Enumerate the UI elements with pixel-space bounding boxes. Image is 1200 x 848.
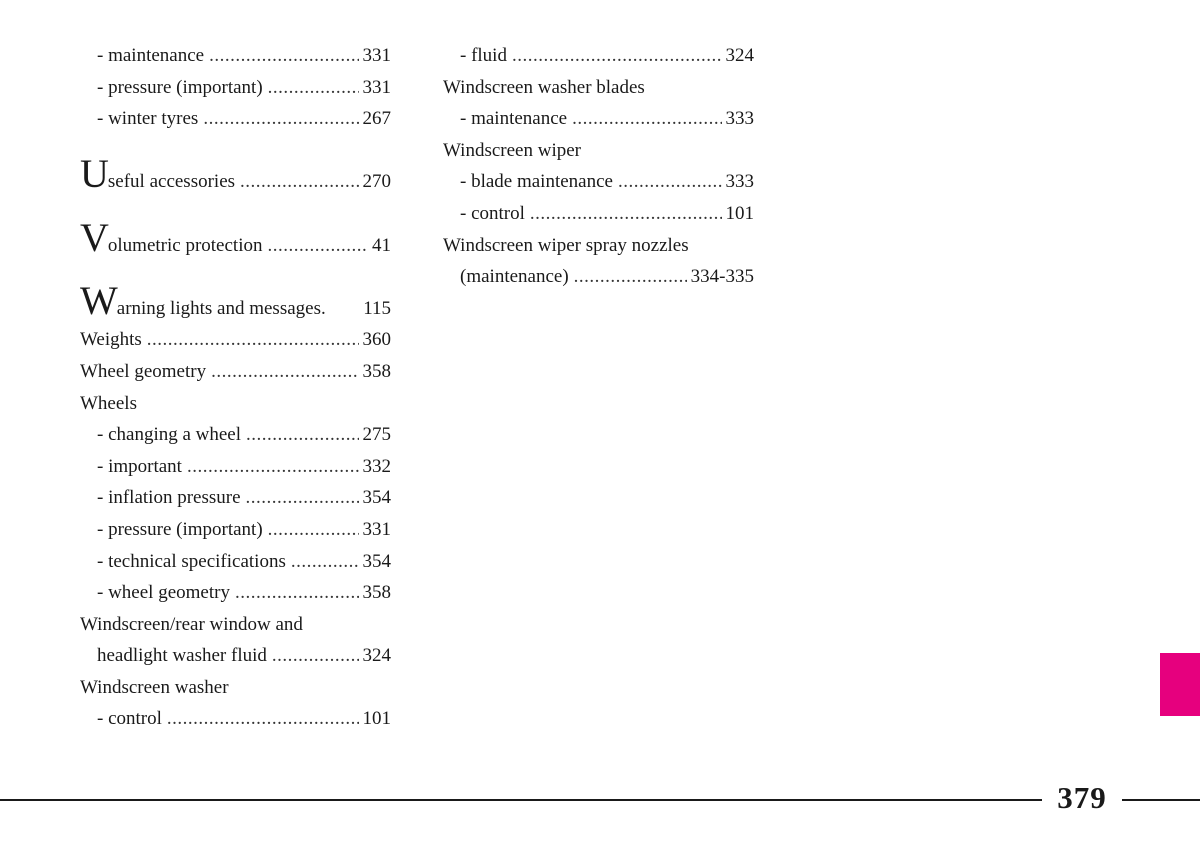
index-entry [80, 703, 391, 735]
index-entry [80, 40, 391, 72]
index-heading [443, 135, 754, 167]
index-entry [80, 482, 391, 514]
index-leader-dots [512, 40, 722, 72]
index-entry-label: - maintenance [460, 108, 568, 130]
index-page-ref: 332 [362, 455, 391, 477]
index-leader-dots [203, 103, 358, 135]
index-entry-label [80, 151, 236, 198]
index-heading [80, 356, 391, 388]
index-initial-letter: V [80, 214, 108, 260]
index-heading [443, 230, 754, 262]
index-entry [80, 103, 391, 135]
index-entry-label: - control [460, 202, 525, 224]
index-entry-text: olumetric protection [107, 234, 263, 256]
index-entry-text: arning lights and messages. [116, 297, 326, 319]
index-page-ref: 354 [362, 487, 391, 509]
index-page-ref: 331 [362, 76, 391, 98]
index-leader-dots [574, 261, 687, 293]
index-page-ref: 324 [362, 645, 391, 667]
index-page-ref: 334-335 [690, 266, 754, 288]
index-entry-label: Windscreen wiper spray nozzles [443, 234, 689, 256]
index-leader-dots [618, 166, 722, 198]
index-leader-dots [272, 640, 359, 672]
index-entry-label: - pressure (important) [97, 76, 263, 98]
index-entry-label [80, 277, 326, 325]
index-entry-label [80, 214, 263, 262]
index-entry-label: Wheel geometry [80, 360, 207, 382]
index-leader-dots [211, 356, 358, 388]
index-entry [80, 214, 391, 262]
index-entry-label: Windscreen wiper [443, 139, 581, 161]
index-leader-dots [235, 577, 359, 609]
index-entry-label: - wheel geometry [97, 582, 230, 604]
index-heading [80, 672, 391, 704]
index-entry-label: Windscreen/rear window and [80, 613, 303, 635]
index-heading [443, 72, 754, 104]
index-leader-dots [147, 324, 359, 356]
index-page-ref: 333 [725, 108, 754, 130]
index-page-ref: 360 [362, 329, 391, 351]
index-leader-dots [291, 546, 359, 578]
index-leader-dots [268, 72, 359, 104]
index-initial-letter: W [80, 277, 117, 323]
index-entry [443, 198, 754, 230]
index-initial-letter: U [80, 151, 108, 197]
index-leader-dots [246, 482, 359, 514]
index-page-ref: 270 [362, 171, 391, 193]
index-entry-label: - fluid [460, 45, 507, 66]
index-entry-label: Windscreen washer blades [443, 76, 645, 98]
index-entry-label: - blade maintenance [460, 171, 613, 193]
index-entry-label: headlight washer fluid [97, 645, 267, 667]
index-entry-label: Windscreen washer [80, 676, 229, 698]
index-page-ref: 41 [372, 234, 391, 256]
index-entry [443, 166, 754, 198]
index-entry-label: - pressure (important) [97, 518, 263, 540]
index-leader-dots [240, 166, 358, 198]
index-column-right [443, 40, 754, 293]
index-page-ref: 115 [363, 297, 391, 319]
index-entry-label: (maintenance) [460, 266, 569, 288]
index-leader-dots [268, 514, 359, 546]
index-page-ref: 331 [362, 518, 391, 540]
footer-rule-left [0, 799, 1042, 801]
index-leader-dots [572, 103, 721, 135]
index-entry-label: - winter tyres [97, 108, 199, 130]
index-entry-label: - important [97, 455, 182, 477]
index-page-ref: 354 [362, 550, 391, 572]
index-entry [80, 277, 391, 325]
index-gap [80, 261, 391, 293]
index-entry-label: - inflation pressure [97, 487, 241, 509]
index-entry-label: - technical specifications [97, 550, 286, 572]
index-entry-label: - control [97, 708, 162, 730]
index-entry [80, 577, 391, 609]
index-leader-dots [167, 703, 359, 735]
footer-rule-right [1122, 799, 1200, 801]
index-entry [80, 514, 391, 546]
index-leader-dots [530, 198, 722, 230]
index-page-ref: 275 [362, 424, 391, 446]
index-heading [80, 388, 391, 420]
index-page-ref: 324 [725, 45, 754, 66]
index-entry-label: - changing a wheel [97, 424, 242, 446]
index-entry [80, 419, 391, 451]
index-page-ref: 358 [362, 582, 391, 604]
index-page-ref: 101 [725, 202, 754, 224]
index-leader-dots [246, 419, 358, 451]
index-gap [80, 135, 391, 167]
index-heading [80, 609, 391, 641]
index-entry-label: - maintenance [97, 45, 205, 66]
index-leader-dots [187, 451, 359, 483]
index-page-ref: 267 [362, 108, 391, 130]
index-entry-text: seful accessories [107, 171, 236, 193]
index-entry-label: Weights [80, 329, 142, 351]
index-page-ref: 358 [362, 360, 391, 382]
index-heading [80, 324, 391, 356]
index-column-left [80, 40, 391, 735]
index-entry [80, 72, 391, 104]
index-entry [443, 261, 754, 293]
index-leader-dots [267, 230, 368, 262]
page-number: 379 [1057, 780, 1107, 815]
index-entry [443, 103, 754, 135]
index-entry [443, 40, 754, 72]
index-entry [80, 546, 391, 578]
index-page-ref: 333 [725, 171, 754, 193]
index-page-ref: 101 [362, 708, 391, 730]
index-entry [80, 151, 391, 198]
index-entry-label: Wheels [80, 392, 137, 414]
index-leader-dots [209, 40, 358, 72]
index-page-ref: 331 [362, 45, 391, 66]
index-entry [80, 640, 391, 672]
section-tab-marker [1160, 653, 1200, 716]
index-gap [80, 198, 391, 230]
index-entry [80, 451, 391, 483]
